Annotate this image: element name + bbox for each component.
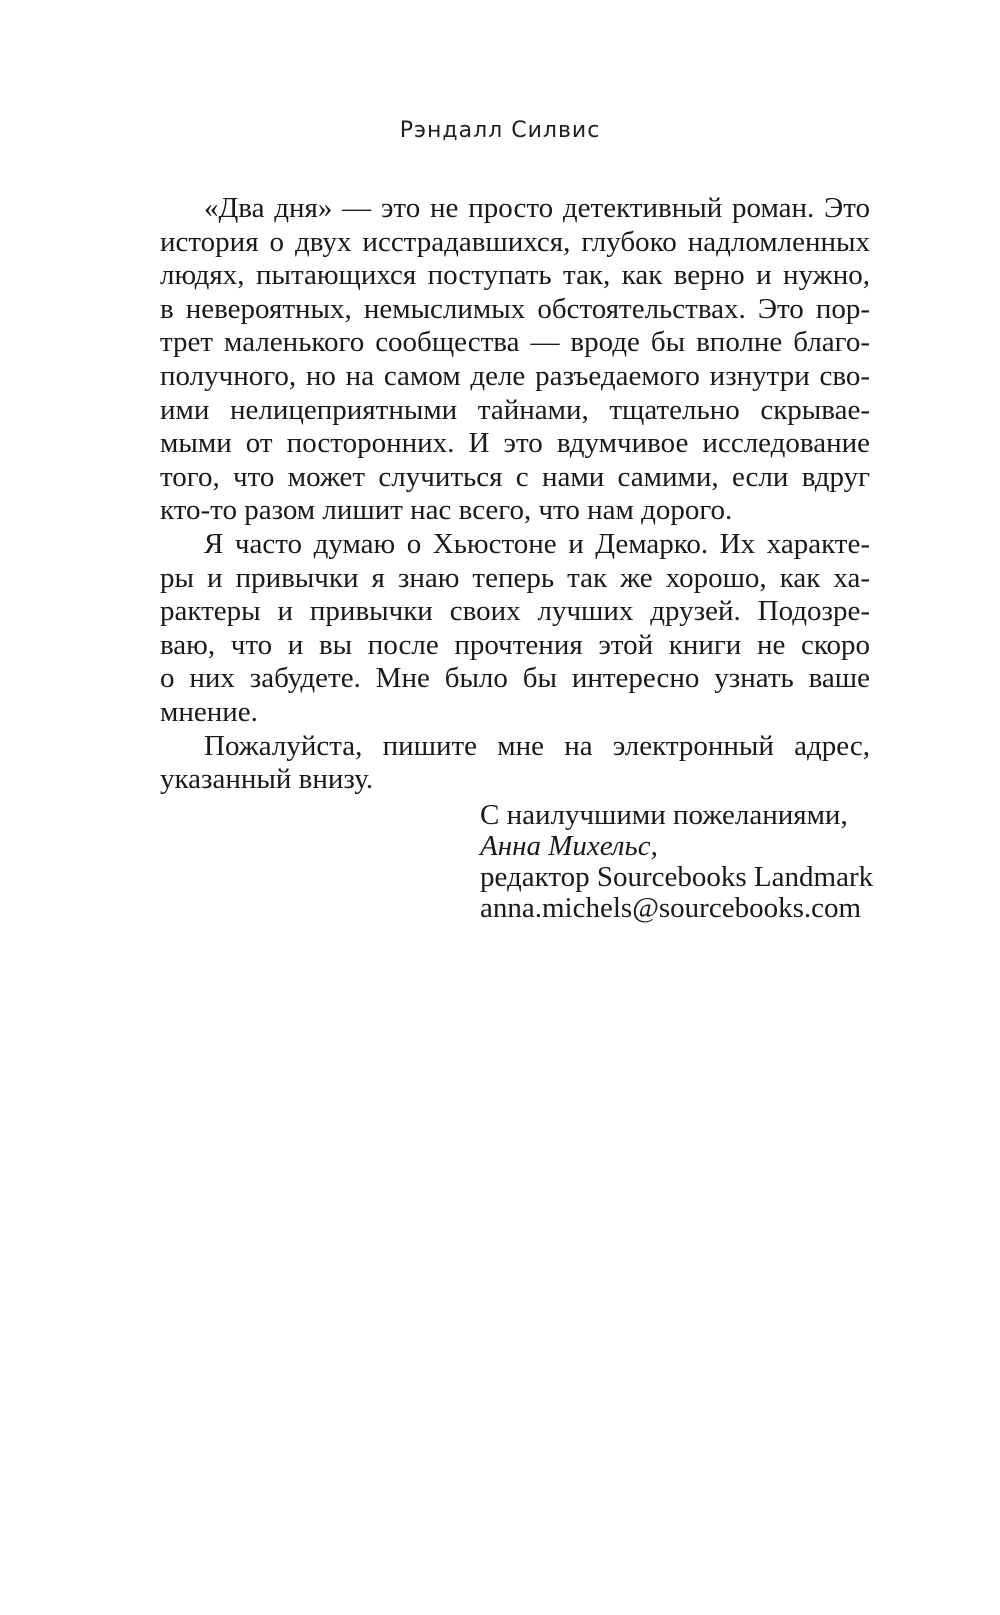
paragraph-1-line: кто-то разом лишит нас всего, что нам дорого. bbox=[160, 494, 733, 527]
paragraph-1-line: того, что может случиться с нами самими, если вдруг bbox=[160, 460, 870, 493]
signature-name: Анна Михельс, bbox=[480, 830, 658, 862]
paragraph-1-line: ими нелицеприятными тайнами, тщательно скрывае- bbox=[160, 393, 870, 426]
paragraph-2-line: о них забудете. Мне было бы интересно узнать ваше bbox=[160, 662, 870, 695]
signature-block bbox=[480, 800, 900, 924]
paragraph-2-line: ры и привычки я знаю теперь так же хорошо, как ха- bbox=[160, 561, 870, 594]
paragraph-1-line: история о двух исстрадавшихся, глубоко надломленных bbox=[160, 225, 870, 258]
paragraph-1-line: в невероятных, немыслимых обстоятельствах. Это пор- bbox=[160, 292, 870, 325]
paragraph-3-line: Пожалуйста, пишите мне на электронный адрес, bbox=[204, 729, 870, 762]
paragraph-1-line: «Два дня» — это не просто детективный роман. Это bbox=[204, 192, 870, 224]
signature-email: anna.michels@sourcebooks.com bbox=[480, 892, 862, 924]
paragraph-1-line: людях, пытающихся поступать так, как верно и нужно, bbox=[160, 259, 870, 292]
paragraph-1-line: получного, но на самом деле разъедаемого изнутри сво- bbox=[160, 359, 870, 392]
paragraph-2-line: рактеры и привычки своих лучших друзей. Подозре- bbox=[160, 595, 870, 628]
paragraph-2-line: ваю, что и вы после прочтения этой книги не скоро bbox=[160, 628, 870, 661]
signature-closing: С наилучшими пожеланиями, bbox=[480, 799, 848, 831]
signature-title: редактор Sourcebooks Landmark bbox=[480, 861, 874, 893]
paragraph-1-line: мыми от посторонних. И это вдумчивое исследование bbox=[160, 427, 870, 460]
paragraph-2-line: Я часто думаю о Хьюстоне и Демарко. Их характе- bbox=[204, 527, 870, 560]
letter-body bbox=[160, 192, 870, 797]
paragraph-1-line: трет маленького сообщества — вроде бы вполне благо- bbox=[160, 326, 870, 359]
running-head-author: Рэндалл Силвис bbox=[399, 118, 601, 143]
paragraph-2-line: мнение. bbox=[160, 695, 258, 728]
paragraph-3-line: указанный внизу. bbox=[160, 763, 374, 796]
